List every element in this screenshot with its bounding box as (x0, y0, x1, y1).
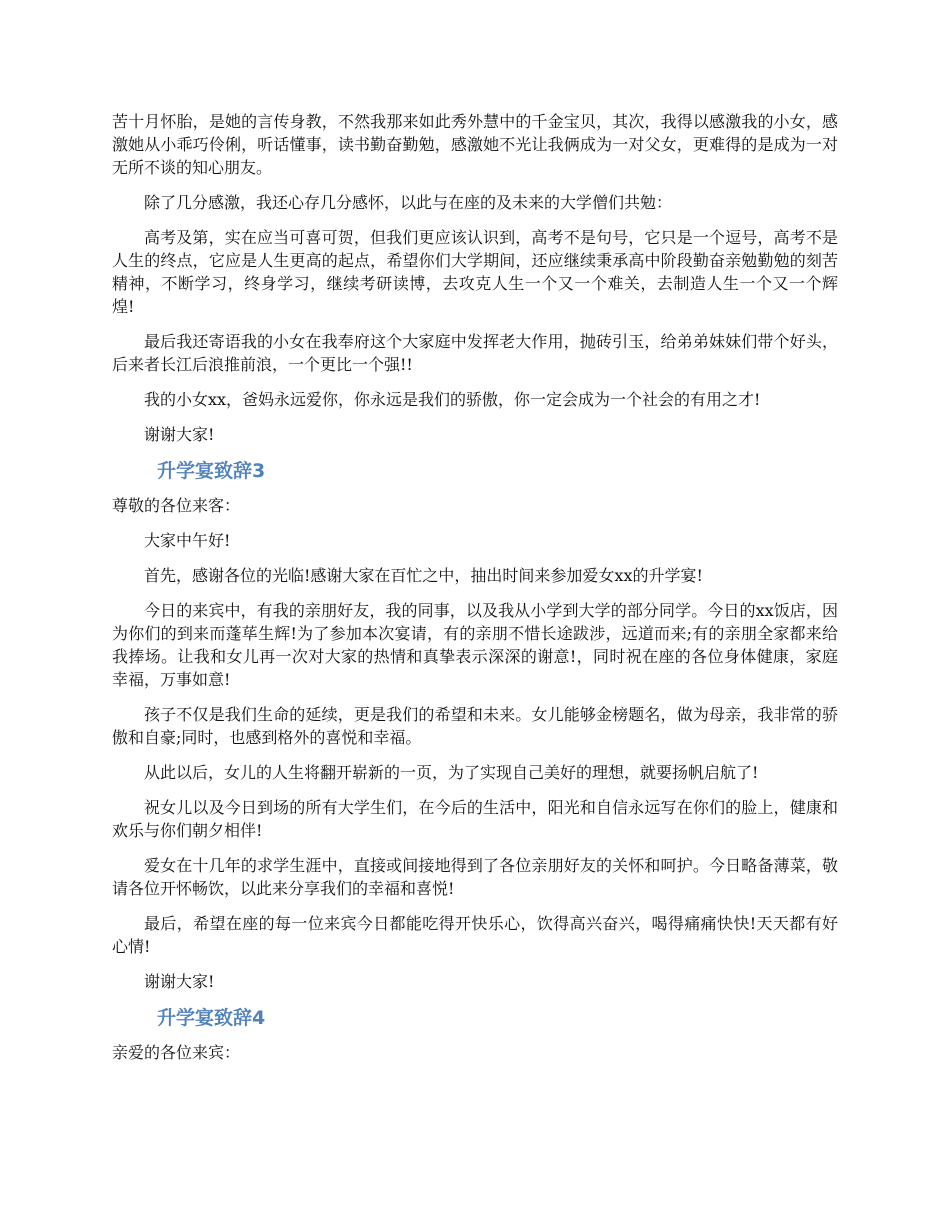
body-paragraph: 今日的来宾中，有我的亲朋好友，我的同事，以及我从小学到大学的部分同学。今日的xx饭店，因为你们的到来而蓬荜生辉!为了参加本次宴请，有的亲朋不惜长途跋涉，远道而来;有的亲朋全家都来给我捧场。让我和女儿再一次对大家的热情和真挚表示深深的谢意!，同时祝在座的各位身体健康，家庭幸福，万事如意! (112, 601, 838, 689)
document-body (112, 110, 838, 1076)
salutation: 尊敬的各位来客： (112, 496, 241, 515)
section-heading-4: 升学宴致辞4 (157, 1007, 266, 1029)
body-paragraph: 大家中午好! (144, 531, 231, 550)
continuation-paragraph: 苦十月怀胎，是她的言传身教，不然我那来如此秀外慧中的千金宝贝，其次，我得以感激我的小女，感激她从小乖巧伶俐，听话懂事，读书勤奋勤勉，感激她不光让我俩成为一对父女，更难得的是成为一对无所不谈的知心朋友。 (112, 112, 838, 177)
body-paragraph: 最后，希望在座的每一位来宾今日都能吃得开快乐心，饮得高兴奋兴，喝得痛痛快快!天天都有好心情! (112, 914, 838, 956)
closing-paragraph: 谢谢大家! (144, 972, 215, 991)
body-paragraph: 祝女儿以及今日到场的所有大学生们，在今后的生活中，阳光和自信永远写在你们的脸上，健康和欢乐与你们朝夕相伴! (112, 798, 838, 840)
salutation: 亲爱的各位来宾： (112, 1043, 241, 1062)
body-paragraph: 孩子不仅是我们生命的延续，更是我们的希望和未来。女儿能够金榜题名，做为母亲，我非常的骄傲和自豪;同时，也感到格外的喜悦和幸福。 (112, 705, 838, 747)
body-paragraph: 从此以后，女儿的人生将翻开崭新的一页，为了实现自己美好的理想，就要扬帆启航了! (144, 763, 759, 782)
body-paragraph: 我的小女xx，爸妈永远爱你，你永远是我们的骄傲，你一定会成为一个社会的有用之才! (144, 390, 761, 409)
body-paragraph: 首先，感谢各位的光临!感谢大家在百忙之中，抽出时间来参加爱女xx的升学宴! (144, 566, 703, 585)
body-paragraph: 最后我还寄语我的小女在我奉府这个大家庭中发挥老大作用，抛砖引玉，给弟弟妹妹们带个好头，后来者长江后浪推前浪，一个更比一个强!! (112, 332, 838, 374)
body-paragraph: 除了几分感激，我还心存几分感怀，以此与在座的及未来的大学僧们共勉： (144, 193, 673, 212)
section-heading-3: 升学宴致辞3 (157, 460, 266, 482)
body-paragraph: 爱女在十几年的求学生涯中，直接或间接地得到了各位亲朋好友的关怀和呵护。今日略备薄菜，敬请各位开怀畅饮，以此来分享我们的幸福和喜悦! (112, 856, 838, 898)
body-paragraph: 高考及第，实在应当可喜可贺，但我们更应该认识到，高考不是句号，它只是一个逗号，高考不是人生的终点，它应是人生更高的起点，希望你们大学期间，还应继续秉承高中阶段勤奋亲勉勤勉的刻苦精神，不断学习，终身学习，继续考研读博，去攻克人生一个又一个难关，去制造人生一个又一个辉煌! (112, 228, 838, 316)
closing-paragraph: 谢谢大家! (144, 425, 215, 444)
